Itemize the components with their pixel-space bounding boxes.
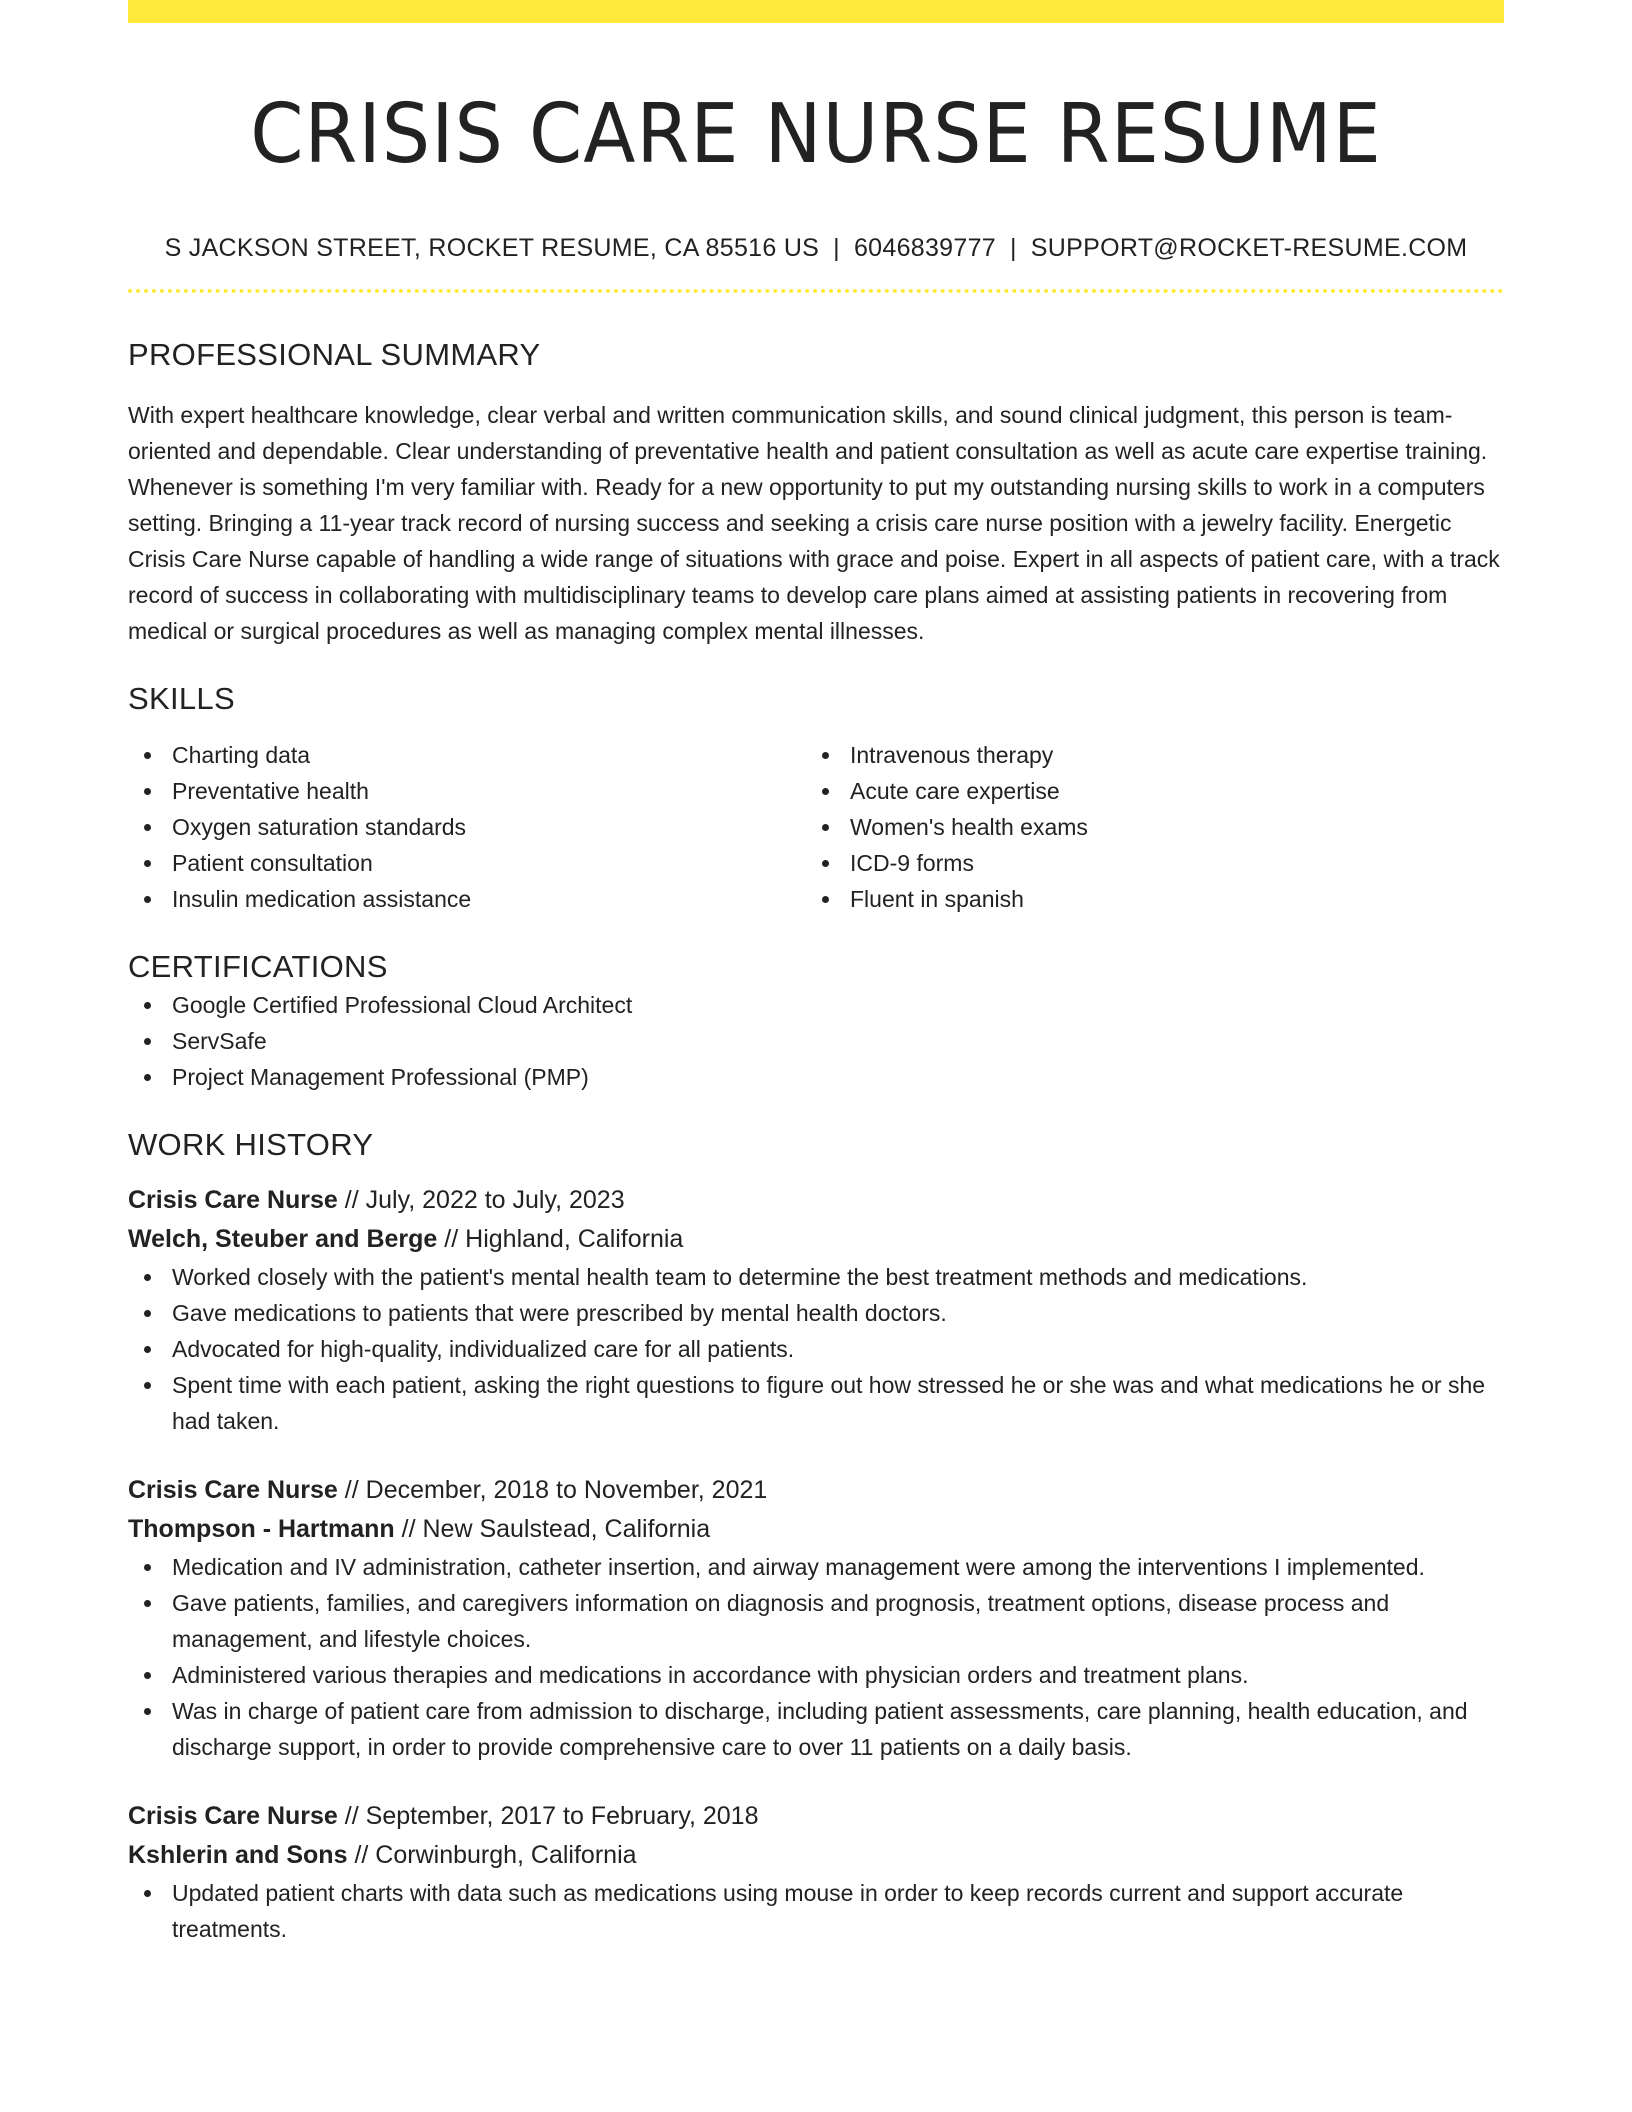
skill-item: Women's health exams xyxy=(806,809,1440,845)
contact-address: S JACKSON STREET, ROCKET RESUME, CA 85516 US xyxy=(164,234,820,262)
job-title-line xyxy=(128,1797,1504,1836)
contact-phone: 6046839777 xyxy=(853,234,996,262)
job-separator: // xyxy=(444,1225,459,1253)
job-bullet: Administered various therapies and medications in accordance with physician orders and treatment plans. xyxy=(128,1657,1504,1693)
skill-item: Fluent in spanish xyxy=(806,881,1440,917)
job-dates: September, 2017 to February, 2018 xyxy=(365,1802,759,1830)
job-bullets xyxy=(128,1259,1504,1439)
job-company: Welch, Steuber and Berge xyxy=(128,1225,438,1253)
skill-item: Oxygen saturation standards xyxy=(128,809,762,845)
accent-top-bar xyxy=(128,0,1504,23)
job-bullet: Medication and IV administration, catheter insertion, and airway management were among the interventions I implemented. xyxy=(128,1549,1504,1585)
job-bullet: Gave medications to patients that were prescribed by mental health doctors. xyxy=(128,1295,1504,1331)
certifications-heading: CERTIFICATIONS xyxy=(128,949,388,984)
skill-item: Preventative health xyxy=(128,773,762,809)
skills-list xyxy=(128,737,1504,917)
resume-page xyxy=(128,0,1504,1947)
contact-email: SUPPORT@ROCKET-RESUME.COM xyxy=(1030,234,1468,262)
job-separator: // xyxy=(401,1515,416,1543)
job-bullets xyxy=(128,1875,1504,1947)
job-dates: July, 2022 to July, 2023 xyxy=(365,1186,625,1214)
job-bullet: Gave patients, families, and caregivers information on diagnosis and prognosis, treatment options, disease process and management, and lifestyle choices. xyxy=(128,1585,1504,1657)
job-bullet: Worked closely with the patient's mental health team to determine the best treatment methods and medications. xyxy=(128,1259,1504,1295)
skills-heading: SKILLS xyxy=(128,681,235,716)
job-separator: // xyxy=(344,1476,359,1504)
job-company: Kshlerin and Sons xyxy=(128,1841,348,1869)
job-bullet: Was in charge of patient care from admission to discharge, including patient assessments, care planning, health education, and discharge support, in order to provide comprehensive care to over 11 patients on a daily basis. xyxy=(128,1693,1504,1765)
summary-text: With expert healthcare knowledge, clear verbal and written communication skills, and sound clinical judgment, this person is team-oriented and dependable. Clear understanding of preventative health and patient consultation as well as acute care expertise training. Whenever is something I'm very familiar with. Ready for a new opportunity to put my outstanding nursing skills to work in a computers setting. Bringing a 11-year track record of nursing success and seeking a crisis care nurse position with a jewelry facility. Energetic Crisis Care Nurse capable of handling a wide range of situations with grace and poise. Expert in all aspects of patient care, with a track record of success in collaborating with multidisciplinary teams to develop care plans aimed at assisting patients in recovering from medical or surgical procedures as well as managing complex mental illnesses. xyxy=(128,402,1500,644)
contact-separator: | xyxy=(1010,234,1017,262)
job-bullet: Advocated for high-quality, individualized care for all patients. xyxy=(128,1331,1504,1367)
job-location: Highland, California xyxy=(465,1225,684,1253)
certifications-list xyxy=(128,987,1504,1095)
job-title-line xyxy=(128,1471,1504,1510)
job-bullet: Spent time with each patient, asking the right questions to figure out how stressed he or she was and what medications he or she had taken. xyxy=(128,1367,1504,1439)
job-separator: // xyxy=(344,1186,359,1214)
job-location: New Saulstead, California xyxy=(422,1515,711,1543)
work-history-heading: WORK HISTORY xyxy=(128,1127,374,1162)
job-company: Thompson - Hartmann xyxy=(128,1515,395,1543)
skills-column-right xyxy=(806,737,1484,917)
job-title-line xyxy=(128,1181,1504,1220)
job-bullet: Updated patient charts with data such as medications using mouse in order to keep records current and support accurate treatments. xyxy=(128,1875,1504,1947)
skill-item: Charting data xyxy=(128,737,762,773)
skill-item: Intravenous therapy xyxy=(806,737,1440,773)
skill-item: Insulin medication assistance xyxy=(128,881,762,917)
skill-item: ICD-9 forms xyxy=(806,845,1440,881)
job-company-line xyxy=(128,1836,1504,1875)
resume-title: CRISIS CARE NURSE RESUME xyxy=(250,87,1382,182)
contact-separator: | xyxy=(833,234,840,262)
certification-item: ServSafe xyxy=(128,1023,1504,1059)
contact-line xyxy=(128,233,1504,263)
certification-item: Project Management Professional (PMP) xyxy=(128,1059,1504,1095)
job-dates: December, 2018 to November, 2021 xyxy=(365,1476,768,1504)
job-bullets xyxy=(128,1549,1504,1765)
job-entry xyxy=(128,1471,1504,1765)
job-separator: // xyxy=(344,1802,359,1830)
skills-column-left xyxy=(128,737,806,917)
job-entry xyxy=(128,1181,1504,1439)
certification-item: Google Certified Professional Cloud Architect xyxy=(128,987,1504,1023)
job-title: Crisis Care Nurse xyxy=(128,1802,338,1830)
skill-item: Patient consultation xyxy=(128,845,762,881)
job-company-line xyxy=(128,1510,1504,1549)
dotted-divider xyxy=(128,289,1504,293)
skill-item: Acute care expertise xyxy=(806,773,1440,809)
job-company-line xyxy=(128,1220,1504,1259)
job-title: Crisis Care Nurse xyxy=(128,1186,338,1214)
job-entry xyxy=(128,1797,1504,1947)
job-title: Crisis Care Nurse xyxy=(128,1476,338,1504)
job-separator: // xyxy=(354,1841,369,1869)
summary-heading: PROFESSIONAL SUMMARY xyxy=(128,337,541,372)
job-location: Corwinburgh, California xyxy=(375,1841,637,1869)
